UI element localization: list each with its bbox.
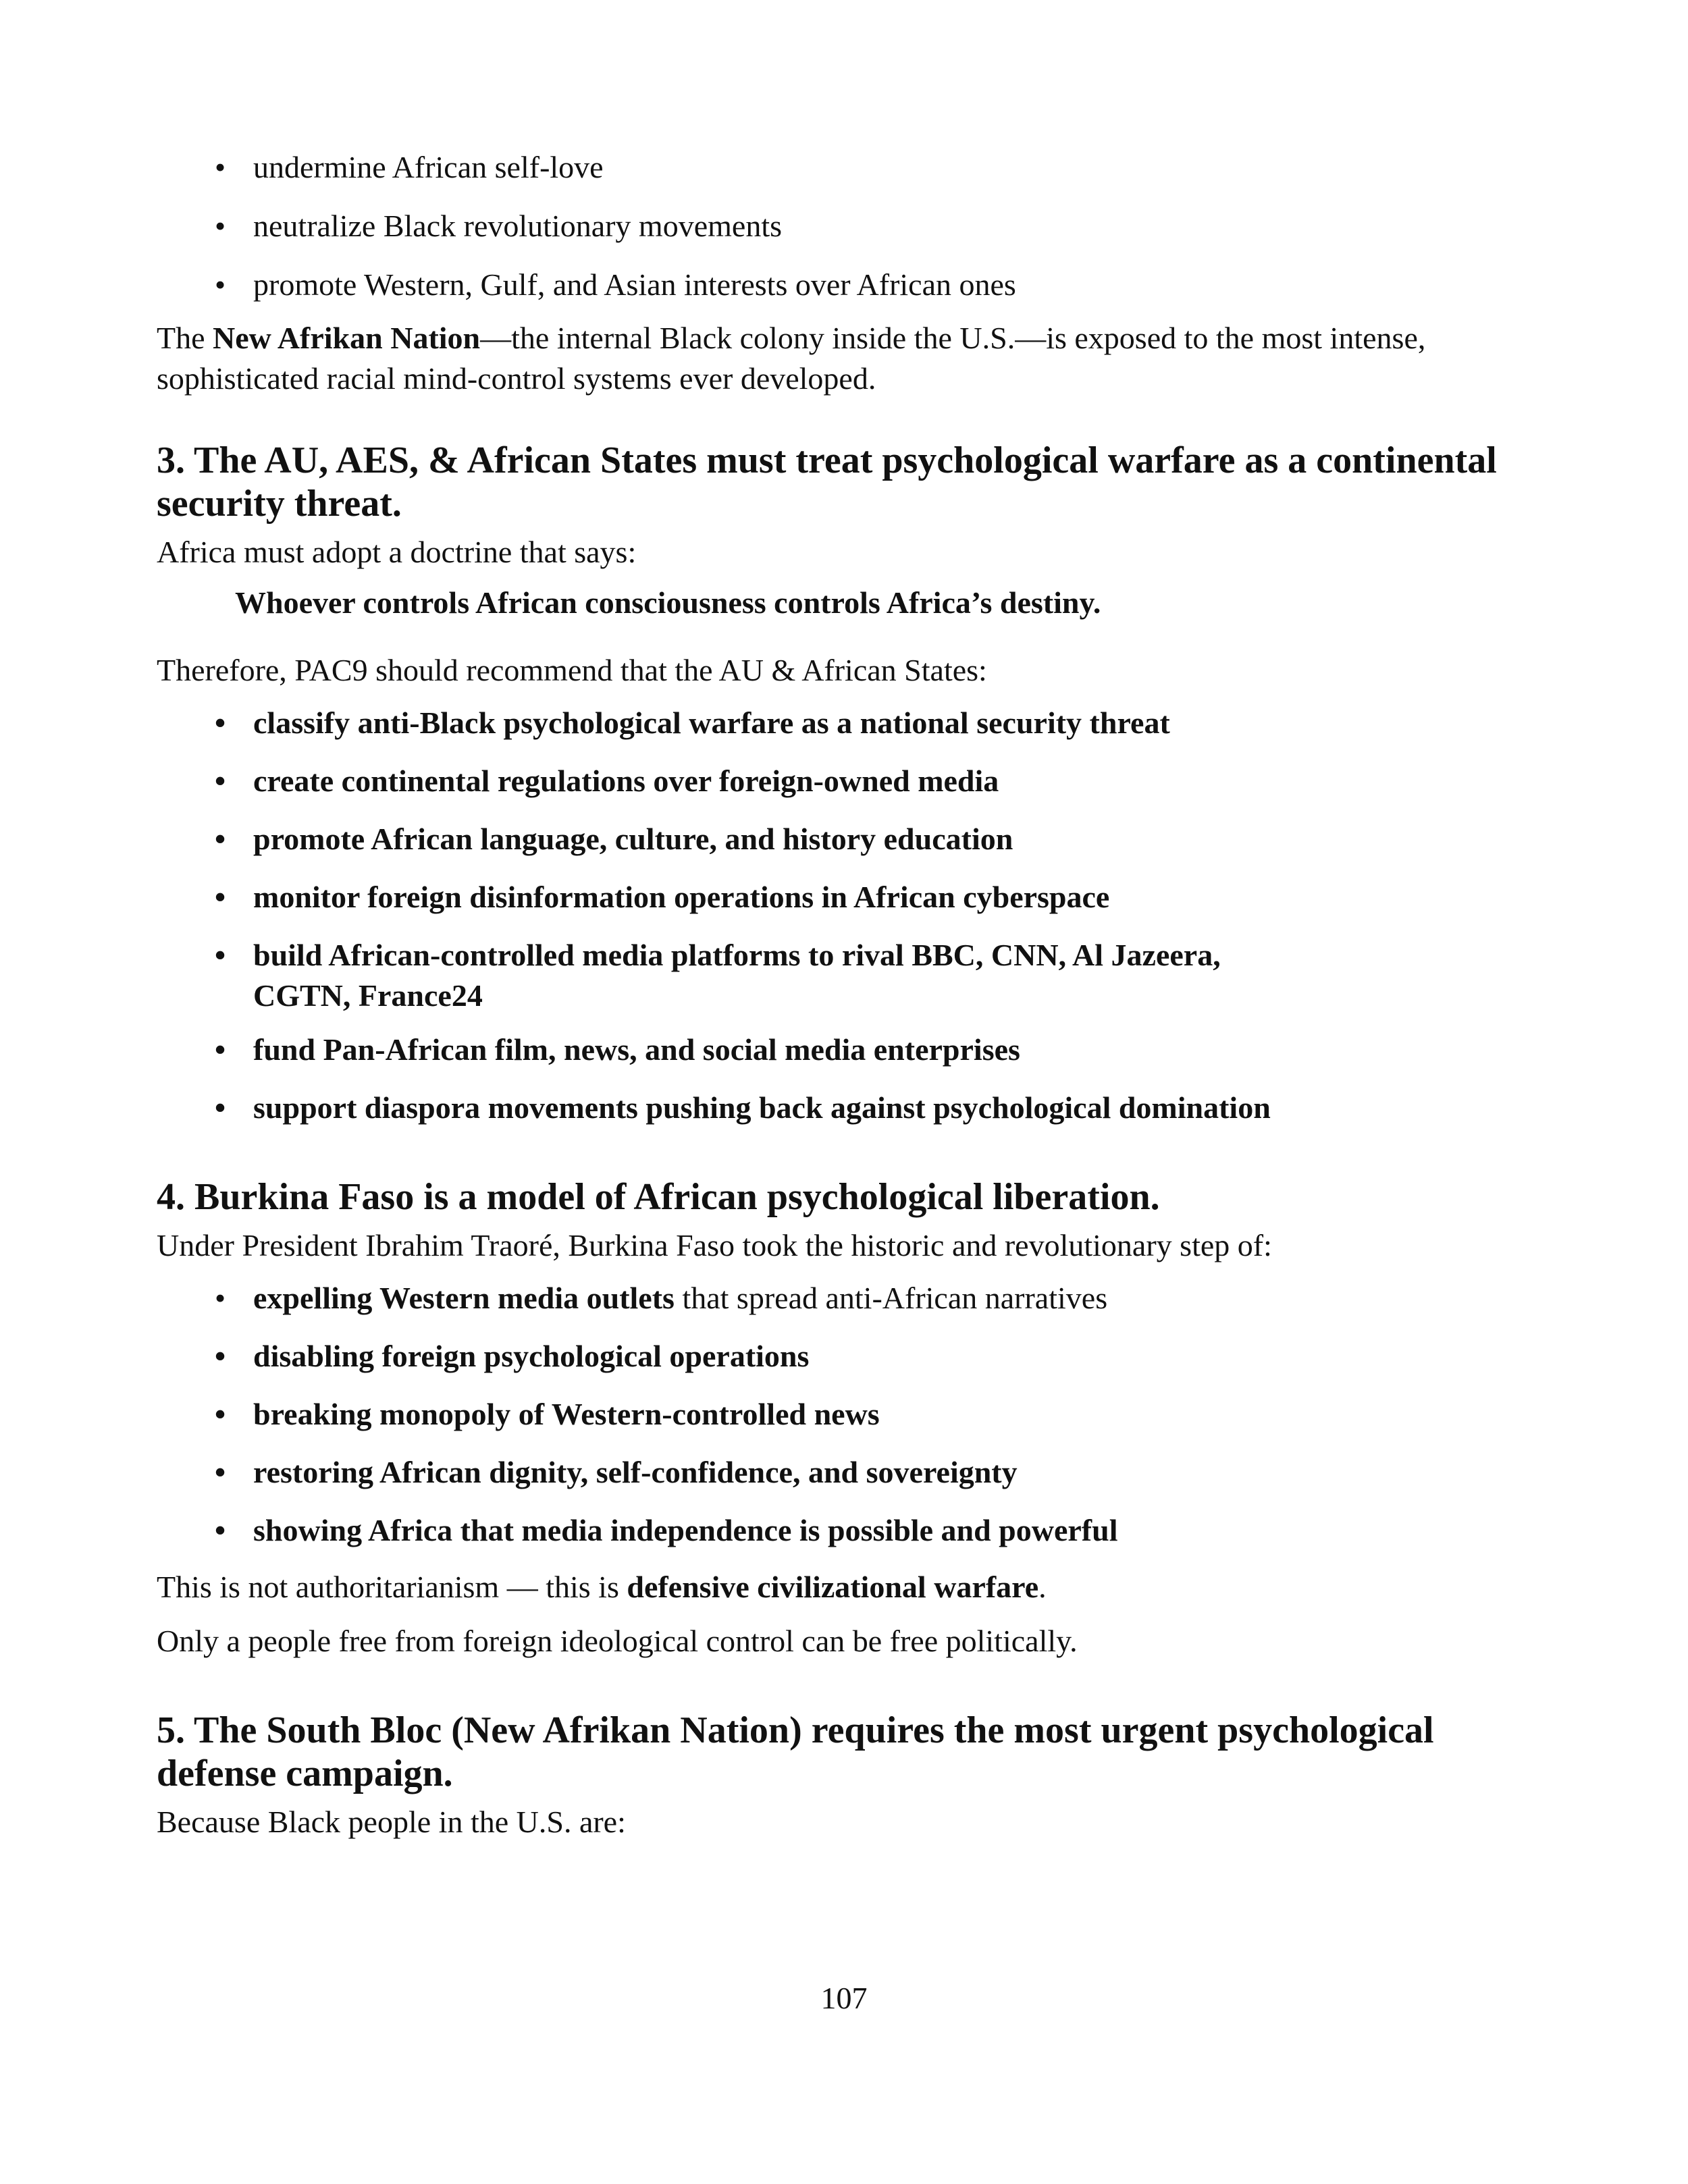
bullet-icon: • — [215, 1397, 226, 1431]
list-item — [157, 1452, 1534, 1493]
list-item-text: that spread anti-African narratives — [674, 1281, 1108, 1315]
list-item-text: create continental regulations over foreign-owned media — [253, 764, 999, 798]
list-item-text: neutralize Black revolutionary movements — [253, 209, 783, 243]
bullet-icon: • — [215, 1513, 226, 1547]
paragraph-text: —the internal Black colony inside the U.S.—is exposed to the most intense, sophisticated racial mind-control systems ever developed. — [157, 321, 1426, 396]
section-4-closing: Only a people free from foreign ideological control can be free politically. — [157, 1624, 1078, 1658]
list-item-text: showing Africa that media independence is possible and powerful — [253, 1513, 1118, 1547]
list-item — [157, 1336, 1534, 1377]
new-afrikan-nation-paragraph — [157, 318, 1534, 399]
list-item — [157, 703, 1534, 743]
section-3-intro: Africa must adopt a doctrine that says: — [157, 535, 637, 569]
section-4-statement — [157, 1567, 1534, 1607]
list-item — [157, 1278, 1534, 1319]
bullet-icon: • — [215, 1090, 226, 1125]
bullet-icon: • — [215, 209, 226, 243]
list-item — [157, 935, 1534, 1016]
bullet-icon: • — [215, 1281, 226, 1315]
list-item-bold-text: expelling Western media outlets — [253, 1281, 675, 1315]
list-item — [157, 147, 1534, 188]
section-5-heading: 5. The South Bloc (New Afrikan Nation) requires the most urgent psychological defense campaign. — [157, 1709, 1434, 1794]
list-item — [157, 265, 1534, 305]
section-4-heading: 4. Burkina Faso is a model of African psychological liberation. — [157, 1176, 1160, 1218]
list-item-text: undermine African self-love — [253, 150, 604, 184]
section-3-recommend: Therefore, PAC9 should recommend that the AU & African States: — [157, 653, 987, 687]
paragraph-bold-text: defensive civilizational warfare — [627, 1570, 1039, 1604]
paragraph-text: . — [1038, 1570, 1047, 1604]
bullet-icon: • — [215, 1032, 226, 1067]
doctrine-quote: Whoever controls African consciousness controls Africa’s destiny. — [235, 585, 1101, 620]
page-number: 107 — [820, 1981, 868, 2015]
list-item — [157, 819, 1534, 859]
section-4-list — [157, 1278, 1534, 1551]
bullet-icon: • — [215, 1339, 226, 1373]
list-item — [157, 1510, 1534, 1551]
list-item-text: support diaspora movements pushing back against psychological domination — [253, 1090, 1271, 1125]
section-4-intro: Under President Ibrahim Traoré, Burkina Faso took the historic and revolutionary step of: — [157, 1228, 1272, 1262]
bullet-icon: • — [215, 764, 226, 798]
list-item — [157, 1394, 1534, 1435]
paragraph-text: The — [157, 321, 213, 355]
list-item-text: breaking monopoly of Western-controlled news — [253, 1397, 880, 1431]
list-item-text: restoring African dignity, self-confidence, and sovereignty — [253, 1455, 1018, 1489]
list-item — [157, 1030, 1534, 1070]
list-item-text: build African-controlled media platforms to rival BBC, CNN, Al Jazeera, CGTN, France24 — [253, 938, 1221, 1013]
list-item — [157, 1088, 1534, 1128]
list-item — [157, 877, 1534, 917]
bullet-icon: • — [215, 880, 226, 914]
bullet-icon: • — [215, 938, 226, 972]
list-item — [157, 761, 1534, 801]
list-item-text: monitor foreign disinformation operations in African cyberspace — [253, 880, 1110, 914]
paragraph-text: This is not authoritarianism — this is — [157, 1570, 627, 1604]
section-3-heading: 3. The AU, AES, & African States must treat psychological warfare as a continental security threat. — [157, 440, 1497, 525]
bullet-icon: • — [215, 150, 226, 184]
list-item-text: promote African language, culture, and history education — [253, 822, 1013, 856]
list-item-text: fund Pan-African film, news, and social media enterprises — [253, 1032, 1020, 1067]
section-3-list — [157, 703, 1534, 1128]
section-5-intro: Because Black people in the U.S. are: — [157, 1805, 626, 1839]
bullet-icon: • — [215, 267, 226, 302]
bullet-icon: • — [215, 822, 226, 856]
bullet-icon: • — [215, 1455, 226, 1489]
list-item — [157, 206, 1534, 246]
top-bullet-list — [157, 147, 1534, 305]
list-item-text: promote Western, Gulf, and Asian interests over African ones — [253, 267, 1016, 302]
bullet-icon: • — [215, 705, 226, 740]
document-page — [157, 147, 1534, 1842]
list-item-text: disabling foreign psychological operations — [253, 1339, 810, 1373]
paragraph-bold-text: New Afrikan Nation — [213, 321, 481, 355]
list-item-text: classify anti-Black psychological warfare as a national security threat — [253, 705, 1170, 740]
